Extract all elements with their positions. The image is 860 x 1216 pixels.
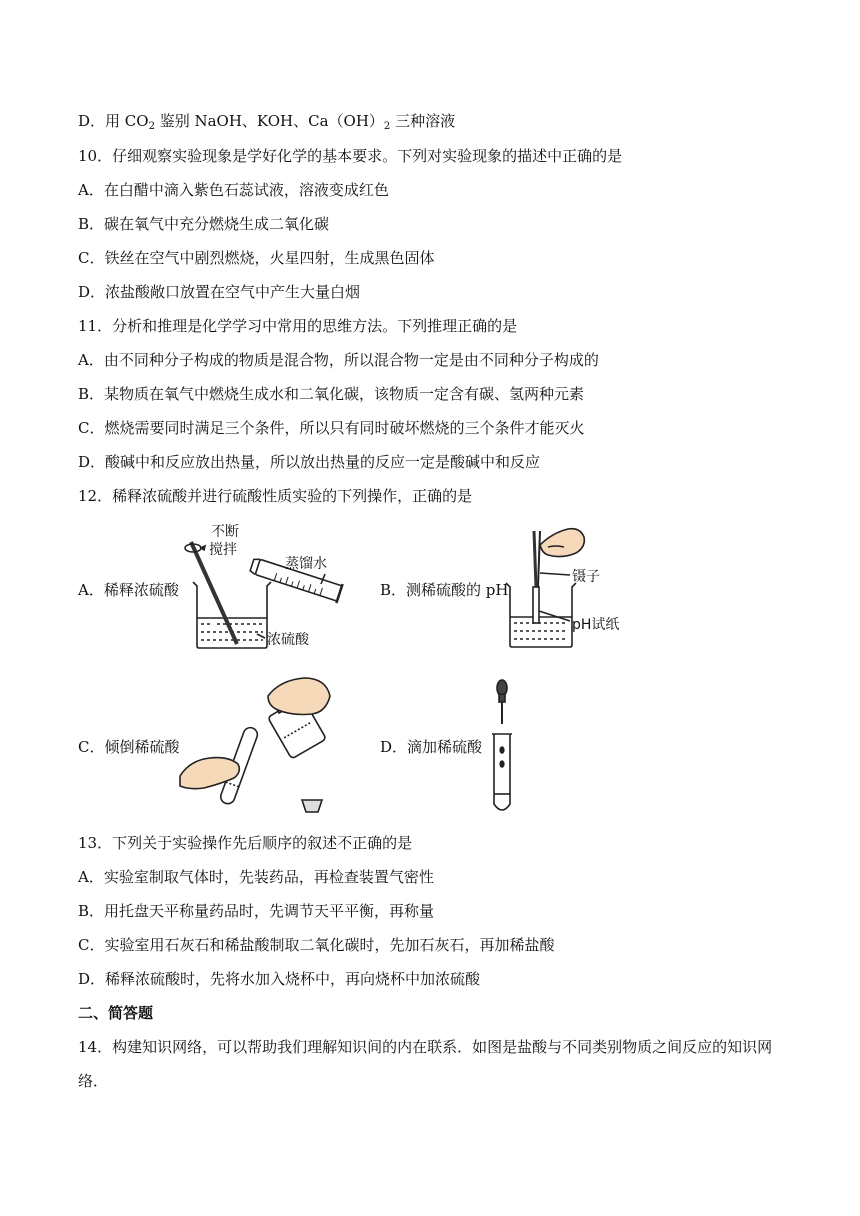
q11-stem: 11．分析和推理是化学学习中常用的思维方法。下列推理正确的是 (78, 317, 518, 335)
tweezers-label: 镊子 (572, 569, 600, 585)
q10-option-c: C．铁丝在空气中剧烈燃烧，火星四射，生成黑色固体 (78, 249, 435, 267)
q12-option-a-label: A．稀释浓硫酸 (78, 581, 179, 599)
q13-option-b: B．用托盘天平称量药品时，先调节天平平衡，再称量 (78, 902, 435, 920)
q13-option-c: C．实验室用石灰石和稀盐酸制取二氧化碳时，先加石灰石，再加稀盐酸 (78, 936, 555, 954)
q10-option-d: D．浓盐酸敞口放置在空气中产生大量白烟 (78, 283, 361, 301)
q11-option-d: D．酸碱中和反应放出热量，所以放出热量的反应一定是酸碱中和反应 (78, 453, 541, 471)
figure-dilute-acid (175, 520, 355, 655)
q10-option-a: A．在白醋中滴入紫色石蕊试液，溶液变成红色 (78, 181, 389, 199)
conc-acid-label: 浓硫酸 (267, 632, 309, 648)
q10-stem: 10．仔细观察实验现象是学好化学的基本要求。下列对实验现象的描述中正确的是 (78, 147, 623, 165)
ph-paper-label: pH试纸 (572, 617, 620, 633)
figure-pour-acid (180, 676, 340, 816)
q11-option-b: B．某物质在氧气中燃烧生成水和二氧化碳，该物质一定含有碳、氢两种元素 (78, 385, 585, 403)
figure-measure-ph (500, 525, 660, 655)
q11-option-c: C．燃烧需要同时满足三个条件，所以只有同时破坏燃烧的三个条件才能灭火 (78, 419, 585, 437)
q10-option-b: B．碳在氧气中充分燃烧生成二氧化碳 (78, 215, 330, 233)
q13-stem: 13．下列关于实验操作先后顺序的叙述不正确的是 (78, 834, 413, 852)
figure-drop-acid (480, 678, 530, 818)
q14-line-1: 14．构建知识网络，可以帮助我们理解知识间的内在联系．如图是盐酸与不同类别物质之间反应的知识网 (78, 1038, 773, 1056)
section-title: 二、简答题 (78, 1004, 154, 1022)
q11-option-a: A．由不同种分子构成的物质是混合物，所以混合物一定是由不同种分子构成的 (78, 351, 599, 369)
q12-option-c-label: C．倾倒稀硫酸 (78, 738, 180, 756)
q12-option-d-label: D．滴加稀硫酸 (380, 738, 483, 756)
q9-option-d: D．用 $CO_2$ 鉴别 NaOH、KOH、$Ca(OH)_2$ 三种溶液 (78, 112, 456, 132)
stir-label-1: 不断 (211, 524, 239, 540)
q12-stem: 12．稀释浓硫酸并进行硫酸性质实验的下列操作，正确的是 (78, 487, 473, 505)
stir-label-2: 搅拌 (209, 542, 237, 558)
q13-option-a: A．实验室制取气体时，先装药品，再检查装置气密性 (78, 868, 434, 886)
q13-option-d: D．稀释浓硫酸时，先将水加入烧杯中，再向烧杯中加浓硫酸 (78, 970, 481, 988)
q14-line-2: 络． (78, 1072, 109, 1090)
distilled-water-label: 蒸馏水 (285, 556, 327, 572)
q12-option-b-label: B．测稀硫酸的 pH (380, 581, 509, 599)
